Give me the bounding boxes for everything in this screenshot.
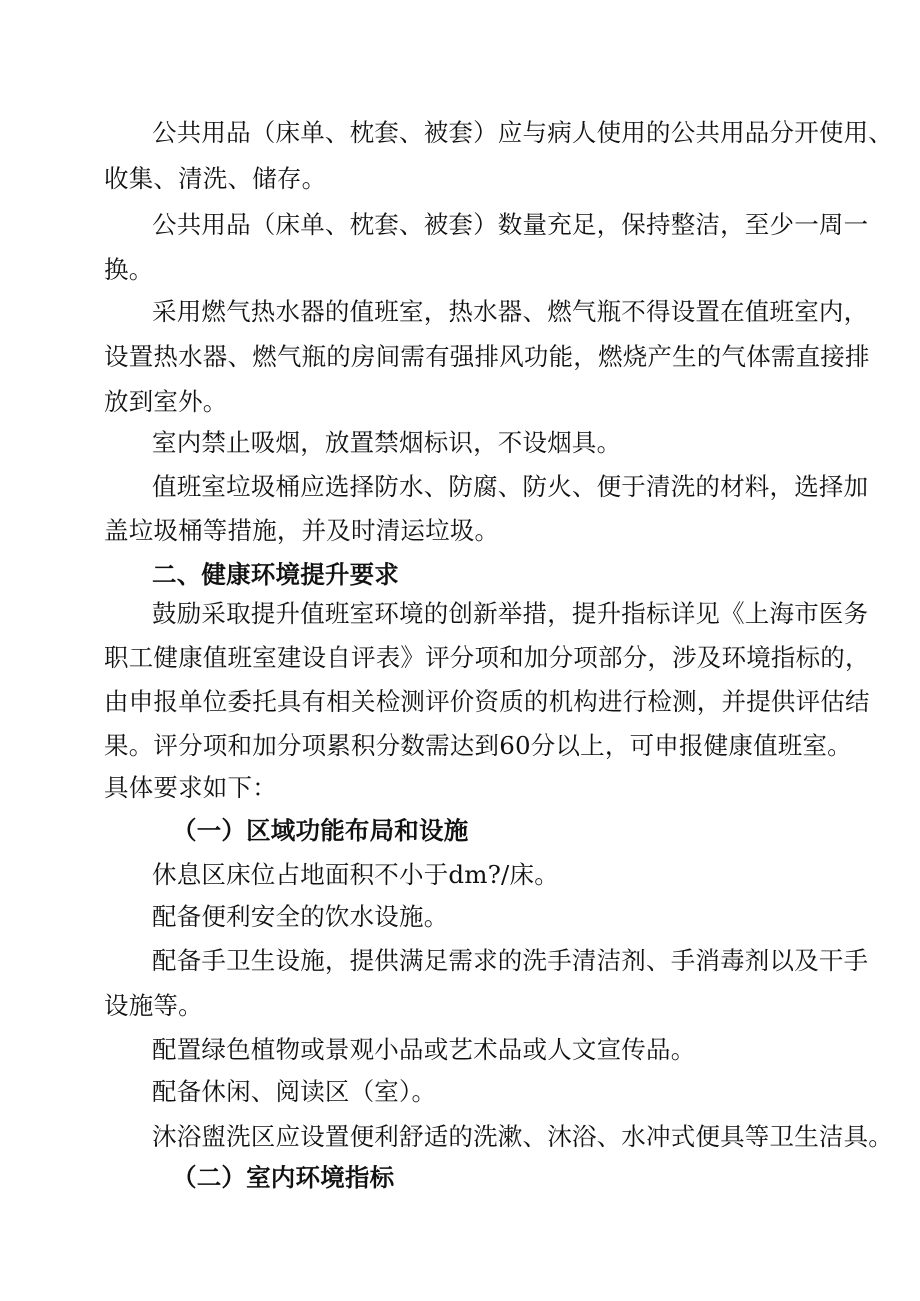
paragraph-line: 室内禁止吸烟，放置禁烟标识，不设烟具。 xyxy=(152,428,622,457)
paragraph-line: 职工健康值班室建设自评表》评分项和加分项部分，涉及环境指标的， xyxy=(104,643,870,672)
subsection-heading: （二）室内环境指标 xyxy=(172,1163,395,1192)
section-heading: 二、健康环境提升要求 xyxy=(152,560,399,589)
paragraph-line: 配备手卫生设施，提供满足需求的洗手清洁剂、手消毒剂以及干手 xyxy=(152,946,869,975)
paragraph-line: 配备便利安全的饮水设施。 xyxy=(152,902,449,931)
paragraph-line: 设置热水器、燃气瓶的房间需有强排风功能，燃烧产生的气体需直接排 xyxy=(104,342,870,371)
paragraph-line: 休息区床位占地面积不小于dm?/床。 xyxy=(152,860,559,889)
paragraph-line: 盖垃圾桶等措施，并及时清运垃圾。 xyxy=(104,516,500,545)
paragraph-line: 换。 xyxy=(104,255,154,284)
subsection-heading: （一）区域功能布局和设施 xyxy=(172,816,469,845)
paragraph-line: 放到室外。 xyxy=(104,387,228,416)
paragraph-line: 采用燃气热水器的值班室，热水器、燃气瓶不得设置在值班室内， xyxy=(152,297,869,326)
paragraph-line: 设施等。 xyxy=(104,991,203,1020)
paragraph-line: 公共用品（床单、枕套、被套）应与病人使用的公共用品分开使用、 xyxy=(152,118,893,147)
paragraph-line: 配备休闲、阅读区（室）。 xyxy=(152,1077,437,1106)
paragraph-line: 沐浴盥洗区应设置便利舒适的洗漱、沐浴、水冲式便具等卫生洁具。 xyxy=(152,1122,893,1151)
paragraph-line: 收集、清洗、储存。 xyxy=(104,164,327,193)
paragraph-line: 由申报单位委托具有相关检测评价资质的机构进行检测，并提供评估结 xyxy=(104,687,870,716)
paragraph-line: 公共用品（床单、枕套、被套）数量充足，保持整洁，至少一周一 xyxy=(152,210,869,239)
paragraph-line: 果。评分项和加分项累积分数需达到60分以上，可申报健康值班室。 xyxy=(104,731,852,760)
paragraph-line: 值班室垃圾桶应选择防水、防腐、防火、便于清洗的材料，选择加 xyxy=(152,472,869,501)
paragraph-line: 鼓励采取提升值班室环境的创新举措，提升指标详见《上海市医务 xyxy=(152,599,869,628)
paragraph-line: 具体要求如下： xyxy=(104,773,277,802)
paragraph-line: 配置绿色植物或景观小品或艺术品或人文宣传品。 xyxy=(152,1035,696,1064)
